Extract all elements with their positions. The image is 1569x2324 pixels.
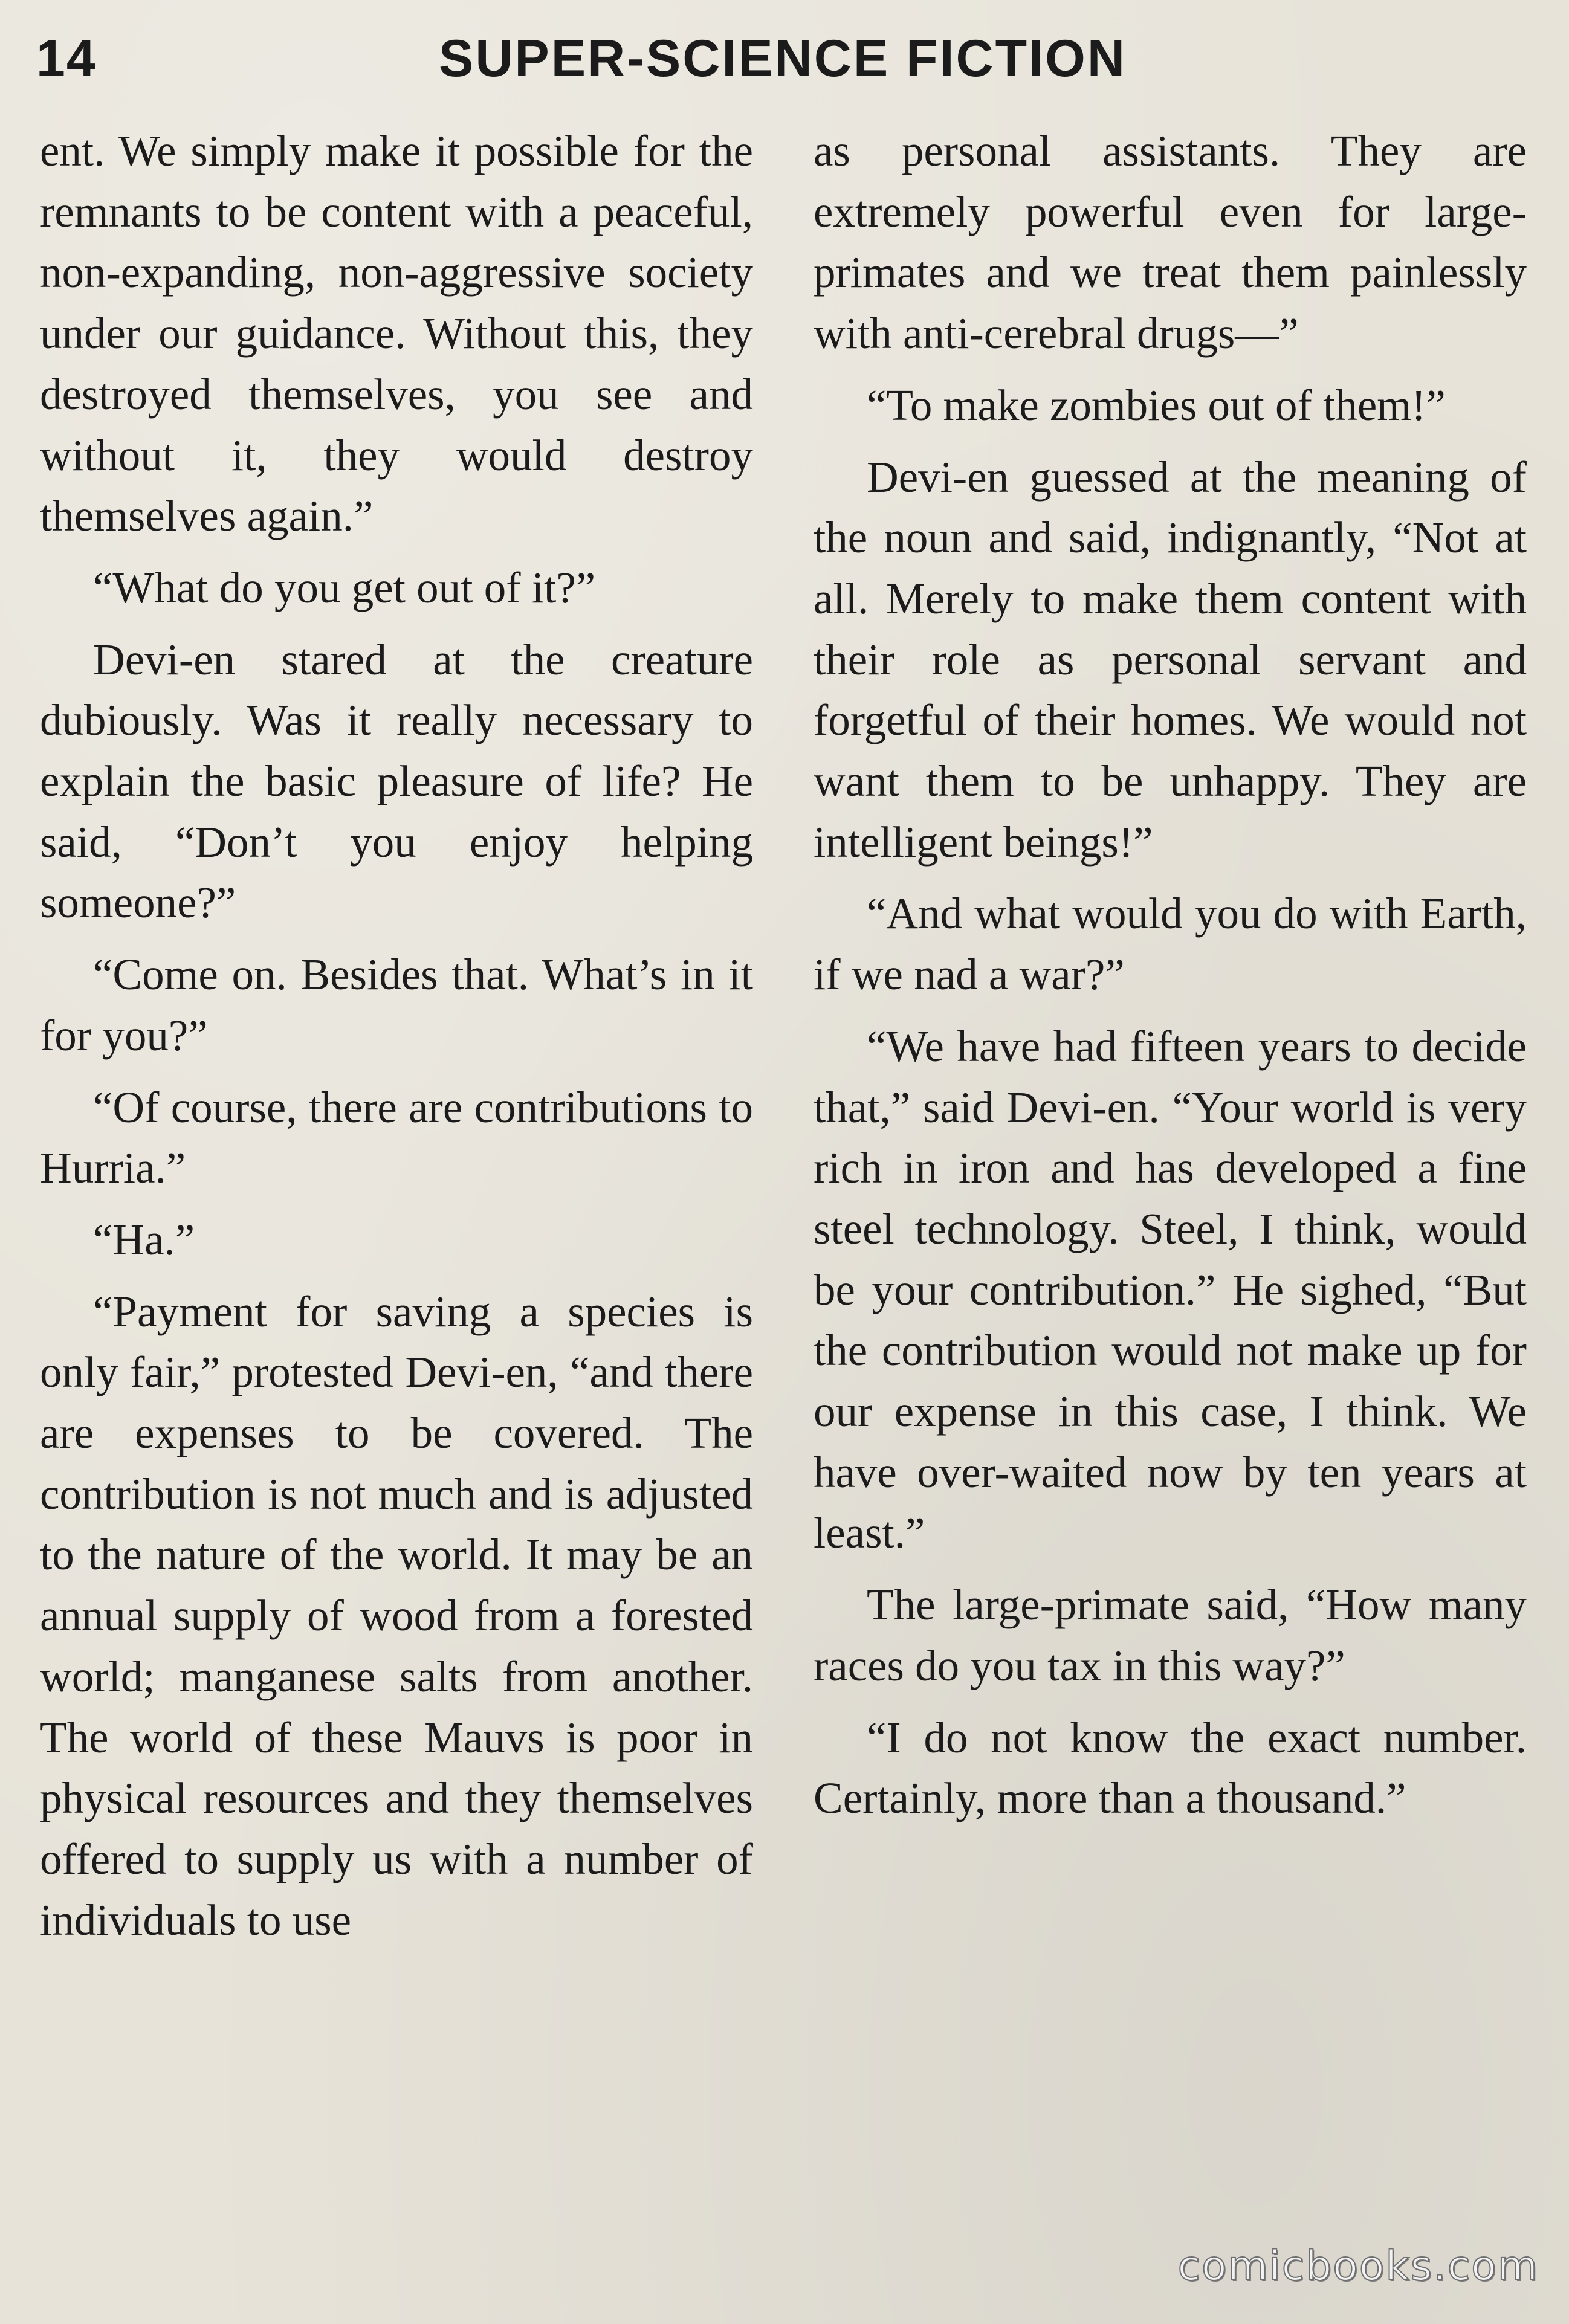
paragraph: “I do not know the exact number. Certainly, more than a thousand.” [814, 1712, 1527, 1823]
page-number: 14 [36, 30, 97, 88]
paragraph: Devi-en stared at the creature dubiously. Was it really necessary to explain the basic pleasure of life? He said, “Don’t you enjoy helping someone?” [40, 634, 753, 928]
paragraph: ent. We simply make it possible for the remnants to be content with a peaceful, non-expanding, non-aggressive society under our guidance. Without this, they destroyed themselves, you see and without it, they would destroy themselves again.” [40, 126, 753, 541]
paragraph: “Ha.” [93, 1215, 195, 1264]
paragraph: The large-primate said, “How many races do you tax in this way?” [814, 1580, 1527, 1690]
paragraph: Devi-en guessed at the meaning of the noun and said, indignantly, “Not at all. Merely to make them content with their role as personal servant and forgetful of their homes. We would not want them to be unhappy. They are intelligent beings!” [814, 452, 1527, 867]
running-title: SUPER-SCIENCE FICTION [438, 30, 1127, 88]
watermark: comicbooks.com [1177, 2242, 1539, 2290]
paragraph: “We have had fifteen years to decide that,” said Devi-en. “Your world is very rich in iron and has developed a fine steel technology. Steel, I think, would be your contribution.” He sighed, “But the contribution would not make up for our expense in this case, I think. We have over-waited now by ten years at least.” [814, 1021, 1527, 1558]
page-header [36, 24, 1529, 103]
paragraph: “Come on. Besides that. What’s in it for you?” [40, 950, 753, 1060]
paragraph: “Payment for saving a species is only fair,” protested Devi-en, “and there are expenses to be covered. The contribution is not much and is adjusted to the nature of the world. It may be an annual supply of wood from a forested world; manganese salts from another. The world of these Mauvs is poor in physical resources and they themselves offered to supply us with a number of individuals to use [40, 1286, 753, 1945]
left-column [40, 121, 753, 1961]
paragraph: “Of course, there are contributions to Hurria.” [40, 1082, 753, 1193]
paragraph: “And what would you do with Earth, if we nad a war?” [814, 889, 1527, 999]
right-column [814, 121, 1527, 1840]
paragraph: “To make zombies out of them!” [867, 380, 1446, 430]
paragraph: “What do you get out of it?” [93, 563, 596, 612]
paragraph: as personal assistants. They are extremely powerful even for large-primates and we treat them painlessly with anti-cerebral drugs—” [814, 126, 1527, 358]
